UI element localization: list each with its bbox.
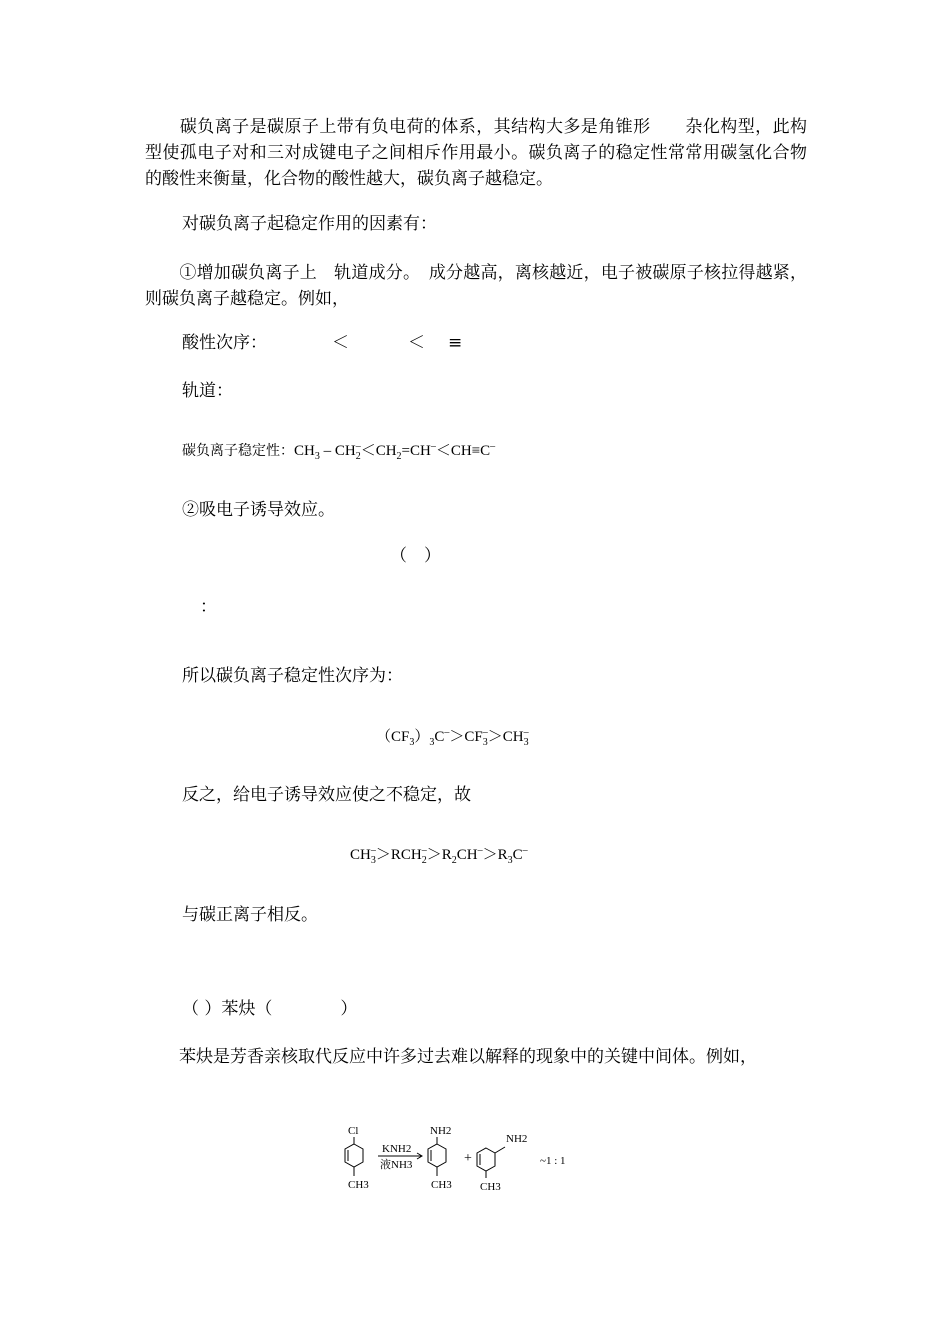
donor-effect-paragraph: 反之，给电子诱导效应使之不稳定，故: [182, 785, 471, 805]
subscript: 3: [523, 737, 529, 748]
colon-mark: ：: [200, 597, 217, 617]
superscript: –: [490, 441, 496, 452]
less-than: ＜: [360, 443, 376, 459]
close-paren: ）: [414, 729, 430, 745]
secondary-carbanion: R: [441, 847, 452, 863]
greater-than: ＞: [375, 847, 391, 863]
subscript: 2: [421, 855, 427, 866]
bond-dash: –: [319, 443, 335, 459]
benzyne-reaction-scheme: [330, 1118, 630, 1204]
tertiary-carbanion: R: [497, 847, 508, 863]
amino-label: NH2: [506, 1133, 528, 1145]
ethyl-carbanion: CH: [334, 443, 356, 459]
greater-than: ＞: [426, 847, 442, 863]
methyl-label: CH3: [348, 1179, 369, 1191]
product-p-toluidine: [428, 1125, 452, 1191]
trifluoromethyl-paren: （CF: [376, 729, 410, 745]
subscript: 3: [482, 737, 488, 748]
reagent-bottom: 液NH3: [380, 1159, 413, 1171]
benzyne-section-heading: （ ）苯炔（ ）: [182, 999, 358, 1019]
superscript: –: [370, 845, 376, 856]
reagent-top: KNH2: [382, 1143, 412, 1155]
acidity-lt-2: ＜: [408, 333, 425, 353]
reaction-arrow: [378, 1143, 422, 1171]
subscript: 2: [355, 451, 361, 462]
stability-order-intro: 所以碳负离子稳定性次序为：: [182, 666, 403, 686]
greater-than: ＞: [487, 729, 503, 745]
subscript: 2: [396, 451, 402, 462]
subscript: 3: [409, 737, 415, 748]
plus-sign: +: [464, 1151, 472, 1166]
acidity-triple-bond: ≡: [448, 333, 463, 353]
acidity-order-row: [182, 330, 463, 356]
less-than: ＜: [435, 443, 451, 459]
superscript: –: [421, 845, 427, 856]
superscript: –: [355, 441, 361, 452]
product-m-toluidine: [477, 1133, 527, 1193]
parentheses: （ ）: [390, 546, 441, 566]
methyl-label: CH3: [431, 1179, 452, 1191]
vinyl-rest: =CH: [401, 443, 431, 459]
orbital-label: 轨道：: [182, 381, 233, 401]
subscript: 3: [370, 855, 376, 866]
chloro-label: Cl: [348, 1125, 359, 1137]
subscript: 2: [451, 855, 457, 866]
vinyl-carbanion: CH: [375, 443, 397, 459]
stability-label: 碳负离子稳定性：: [182, 443, 294, 459]
product-ratio: ~1 : 1: [540, 1155, 566, 1167]
reactant-p-chlorotoluene: [345, 1125, 369, 1191]
carbanion-stability-row-3: [350, 842, 528, 868]
subscript: 3: [429, 737, 435, 748]
subscript: 3: [507, 855, 513, 866]
methyl-group: CH: [294, 443, 315, 459]
acidity-label: 酸性次序：: [182, 333, 267, 353]
greater-than: ＞: [482, 847, 498, 863]
factor-2-heading: ②吸电子诱导效应。: [182, 500, 335, 520]
intro-paragraph: 碳负离子是碳原子上带有负电荷的体系，其结构大多是角锥形 杂化构型，此构型使孤电子对和三对成键电子之间相斥作用最小。碳负离子的稳定性常常用碳氢化合物的酸性来衡量，化合物的酸性越大，碳负离子越稳定。: [145, 117, 807, 189]
factors-heading: 对碳负离子起稳定作用的因素有：: [182, 214, 437, 234]
subscript: 3: [314, 451, 320, 462]
acetylide: CH≡C: [450, 443, 491, 459]
superscript: –: [482, 727, 488, 738]
amino-label: NH2: [430, 1125, 452, 1137]
acidity-lt-1: ＜: [332, 333, 349, 353]
ch: CH: [456, 847, 478, 863]
superscript: –: [477, 845, 483, 856]
superscript: –: [522, 845, 528, 856]
methyl-anion: CH: [350, 847, 371, 863]
factor-1-paragraph: ①增加碳负离子上 轨道成分。 成分越高，离核越近，电子被碳原子核拉得越紧，则碳负离子越稳定。例如，: [145, 263, 807, 309]
primary-carbanion: RCH: [390, 847, 422, 863]
trifluoromethyl-anion: CF: [464, 729, 483, 745]
superscript: –: [430, 441, 436, 452]
superscript: –: [523, 727, 529, 738]
carbanion-stability-row-1: [182, 438, 495, 464]
methyl-anion: CH: [502, 729, 524, 745]
superscript: –: [444, 727, 450, 738]
greater-than: ＞: [449, 729, 465, 745]
contrast-note: 与碳正离子相反。: [182, 905, 318, 925]
methyl-label: CH3: [480, 1181, 501, 1193]
carbon: C: [434, 729, 445, 745]
carbon: C: [512, 847, 523, 863]
benzyne-paragraph: 苯炔是芳香亲核取代反应中许多过去难以解释的现象中的关键中间体。例如，: [145, 1047, 757, 1067]
carbanion-stability-row-2: [376, 724, 529, 750]
